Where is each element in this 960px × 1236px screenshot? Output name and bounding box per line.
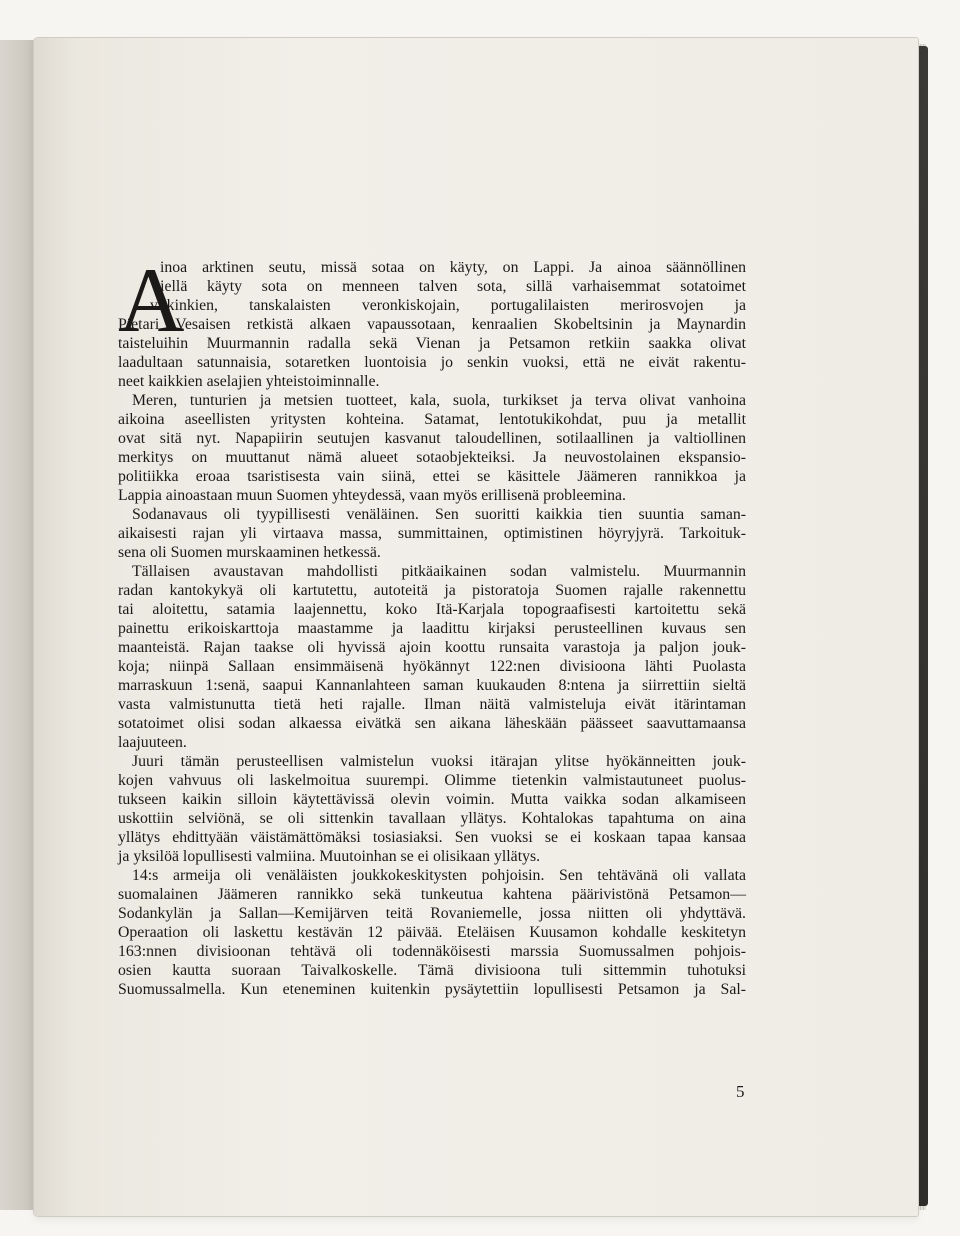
text-line: aikoina aseellisten yritysten kohteina. Satamat, lentotukikohdat, puu ja metallit <box>118 411 746 428</box>
text-line: siellä käyty sota on menneen talven sota, sillä varhaisemmat sotatoimet <box>154 278 746 295</box>
text-line: viikinkien, tanskalaisten veronkiskojain, portugalilaisten merirosvojen ja <box>150 297 746 314</box>
text-line: taisteluihin Muurmannin radalla sekä Vienan ja Petsamon retkiin saakka olivat <box>118 335 746 352</box>
text-line: merkitys on muuttanut nämä alueet sotaobjekteiksi. Ja neuvostolainen ekspansio- <box>118 449 746 466</box>
text-line: aikaisesti rajan yli virtaava massa, summittainen, optimistinen höyryjyrä. Tarkoituk- <box>118 525 746 542</box>
text-line: tukseen kaikin silloin käytettävissä olevin voimin. Mutta vaikka sodan alkamiseen <box>118 791 746 808</box>
text-line: Pietari Vesaisen retkistä alkaen vapaussotaan, kenraalien Skobeltsinin ja Maynardin <box>118 316 746 333</box>
paragraph-6 <box>118 866 746 999</box>
text-line: koja; niinpä Sallaan ensimmäisenä hyökännyt 122:nen divisioona lähti Puolasta <box>118 658 746 675</box>
text-line: suomalainen Jäämeren rannikko sekä tunkeutua kahtena päärivistönä Petsamon— <box>118 886 746 903</box>
text-line: Suomussalmella. Kun eteneminen kuitenkin pysäytettiin lopullisesti Petsamon ja Sal- <box>118 981 746 998</box>
paragraph-3 <box>118 505 746 562</box>
text-line: laadultaan satunnaisia, sotaretken luontoisia jo senkin vuoksi, että ne eivät rakentu- <box>118 354 746 371</box>
text-line: Juuri tämän perusteellisen valmistelun vuoksi itärajan ylitse hyökänneitten jouk- <box>132 753 746 770</box>
text-line: ja yksilöä lopullisesti valmiina. Muutoinhan se ei olisikaan yllätys. <box>118 848 541 865</box>
text-line: 163:nnen divisioonan tehtävä oli todennäköisesti marssia Suomussalmen pohjois- <box>118 943 746 960</box>
page-number: 5 <box>736 1082 745 1101</box>
text-line: radan kantokykyä oli kartutettu, autoteitä ja pistoratoja Suomen rajalle rakennettu <box>118 582 746 599</box>
text-line: yllätys ehdittyään väistämättömäksi tosiasiaksi. Sen vuoksi se ei koskaan tapaa kansaa <box>118 829 746 846</box>
text-line: uskottiin selviönä, se oli sittenkin tavallaan yllätys. Kohtalokas tapahtuma on aina <box>118 810 746 827</box>
text-line: laajuuteen. <box>118 734 187 751</box>
text-line: inoa arktinen seutu, missä sotaa on käyty, on Lappi. Ja ainoa säännöllinen <box>160 259 746 276</box>
text-line: Tällaisen avaustavan mahdollisti pitkäaikainen sodan valmistelu. Muurmannin <box>132 563 746 580</box>
text-line: maanteistä. Rajan taakse oli hyvissä ajoin koottu runsaita varastoja ja paljon jouk- <box>118 639 746 656</box>
text-block <box>118 249 746 999</box>
text-line: Meren, tunturien ja metsien tuotteet, kala, suola, turkikset ja terva olivat vanhoina <box>132 392 746 409</box>
text-line: Sodankylän ja Sallan—Kemijärven teitä Rovaniemelle, jossa niitten oli yhdyttävä. <box>118 905 746 922</box>
drop-cap: A <box>118 249 185 351</box>
text-line: painettu erikoiskarttoja maastamme ja laadittu kirjaksi perusteellinen kuvaus sen <box>118 620 746 637</box>
text-line: politiikka eroaa tsaristisesta vain siinä, ettei se käsittele Jäämeren rannikkoa ja <box>118 468 746 485</box>
text-line: marraskuun 1:senä, saapui Kannanlahteen saman kuukauden 8:ntena ja siirrettiin sieltä <box>118 677 746 694</box>
text-line: neet kaikkien aselajien yhteistoiminnalle. <box>118 373 380 390</box>
paragraph-2 <box>118 391 746 505</box>
text-line: ovat sitä nyt. Napapiirin seutujen kasvanut taloudellinen, sotilaallinen ja valtiollinen <box>118 430 746 447</box>
text-line: 14:s armeija oli venäläisten joukkokeskitysten pohjoisin. Sen tehtävänä oli vallata <box>132 867 746 884</box>
text-line: Operaation oli laskettu kestävän 12 päivää. Eteläisen Kuusamon kohdalle keskitetyn <box>118 924 746 941</box>
text-line: Sodanavaus oli tyypillisesti venäläinen. Sen suoritti kaikkia tien suuntia saman- <box>132 506 746 523</box>
text-line: Lappia ainoastaan muun Suomen yhteydessä, vaan myös erillisenä probleemina. <box>118 487 626 504</box>
text-line: osien kautta suoraan Taivalkoskelle. Tämä divisioona tuli sittemmin tuhotuksi <box>118 962 746 979</box>
text-line: vasta valmistunutta tietä heti rajalle. Ilman näitä valmisteluja eivät itärintaman <box>118 696 746 713</box>
text-line: sotatoimet olisi sodan alkaessa eivätkä sen aikana läheskään päässeet saavuttamaansa <box>118 715 746 732</box>
paragraph-1 <box>118 258 746 391</box>
text-line: tai aloitettu, satamia laajennettu, koko Itä-Karjala topograafisesti kartoitettu sekä <box>118 601 746 618</box>
paragraph-5 <box>118 752 746 866</box>
text-line: sena oli Suomen murskaaminen hetkessä. <box>118 544 381 561</box>
paragraph-4 <box>118 562 746 752</box>
book-cover-right <box>918 46 928 1206</box>
text-line: kojen vahvuus oli laskelmoitua suurempi. Olimme tietenkin valmistautuneet puolus- <box>118 772 746 789</box>
